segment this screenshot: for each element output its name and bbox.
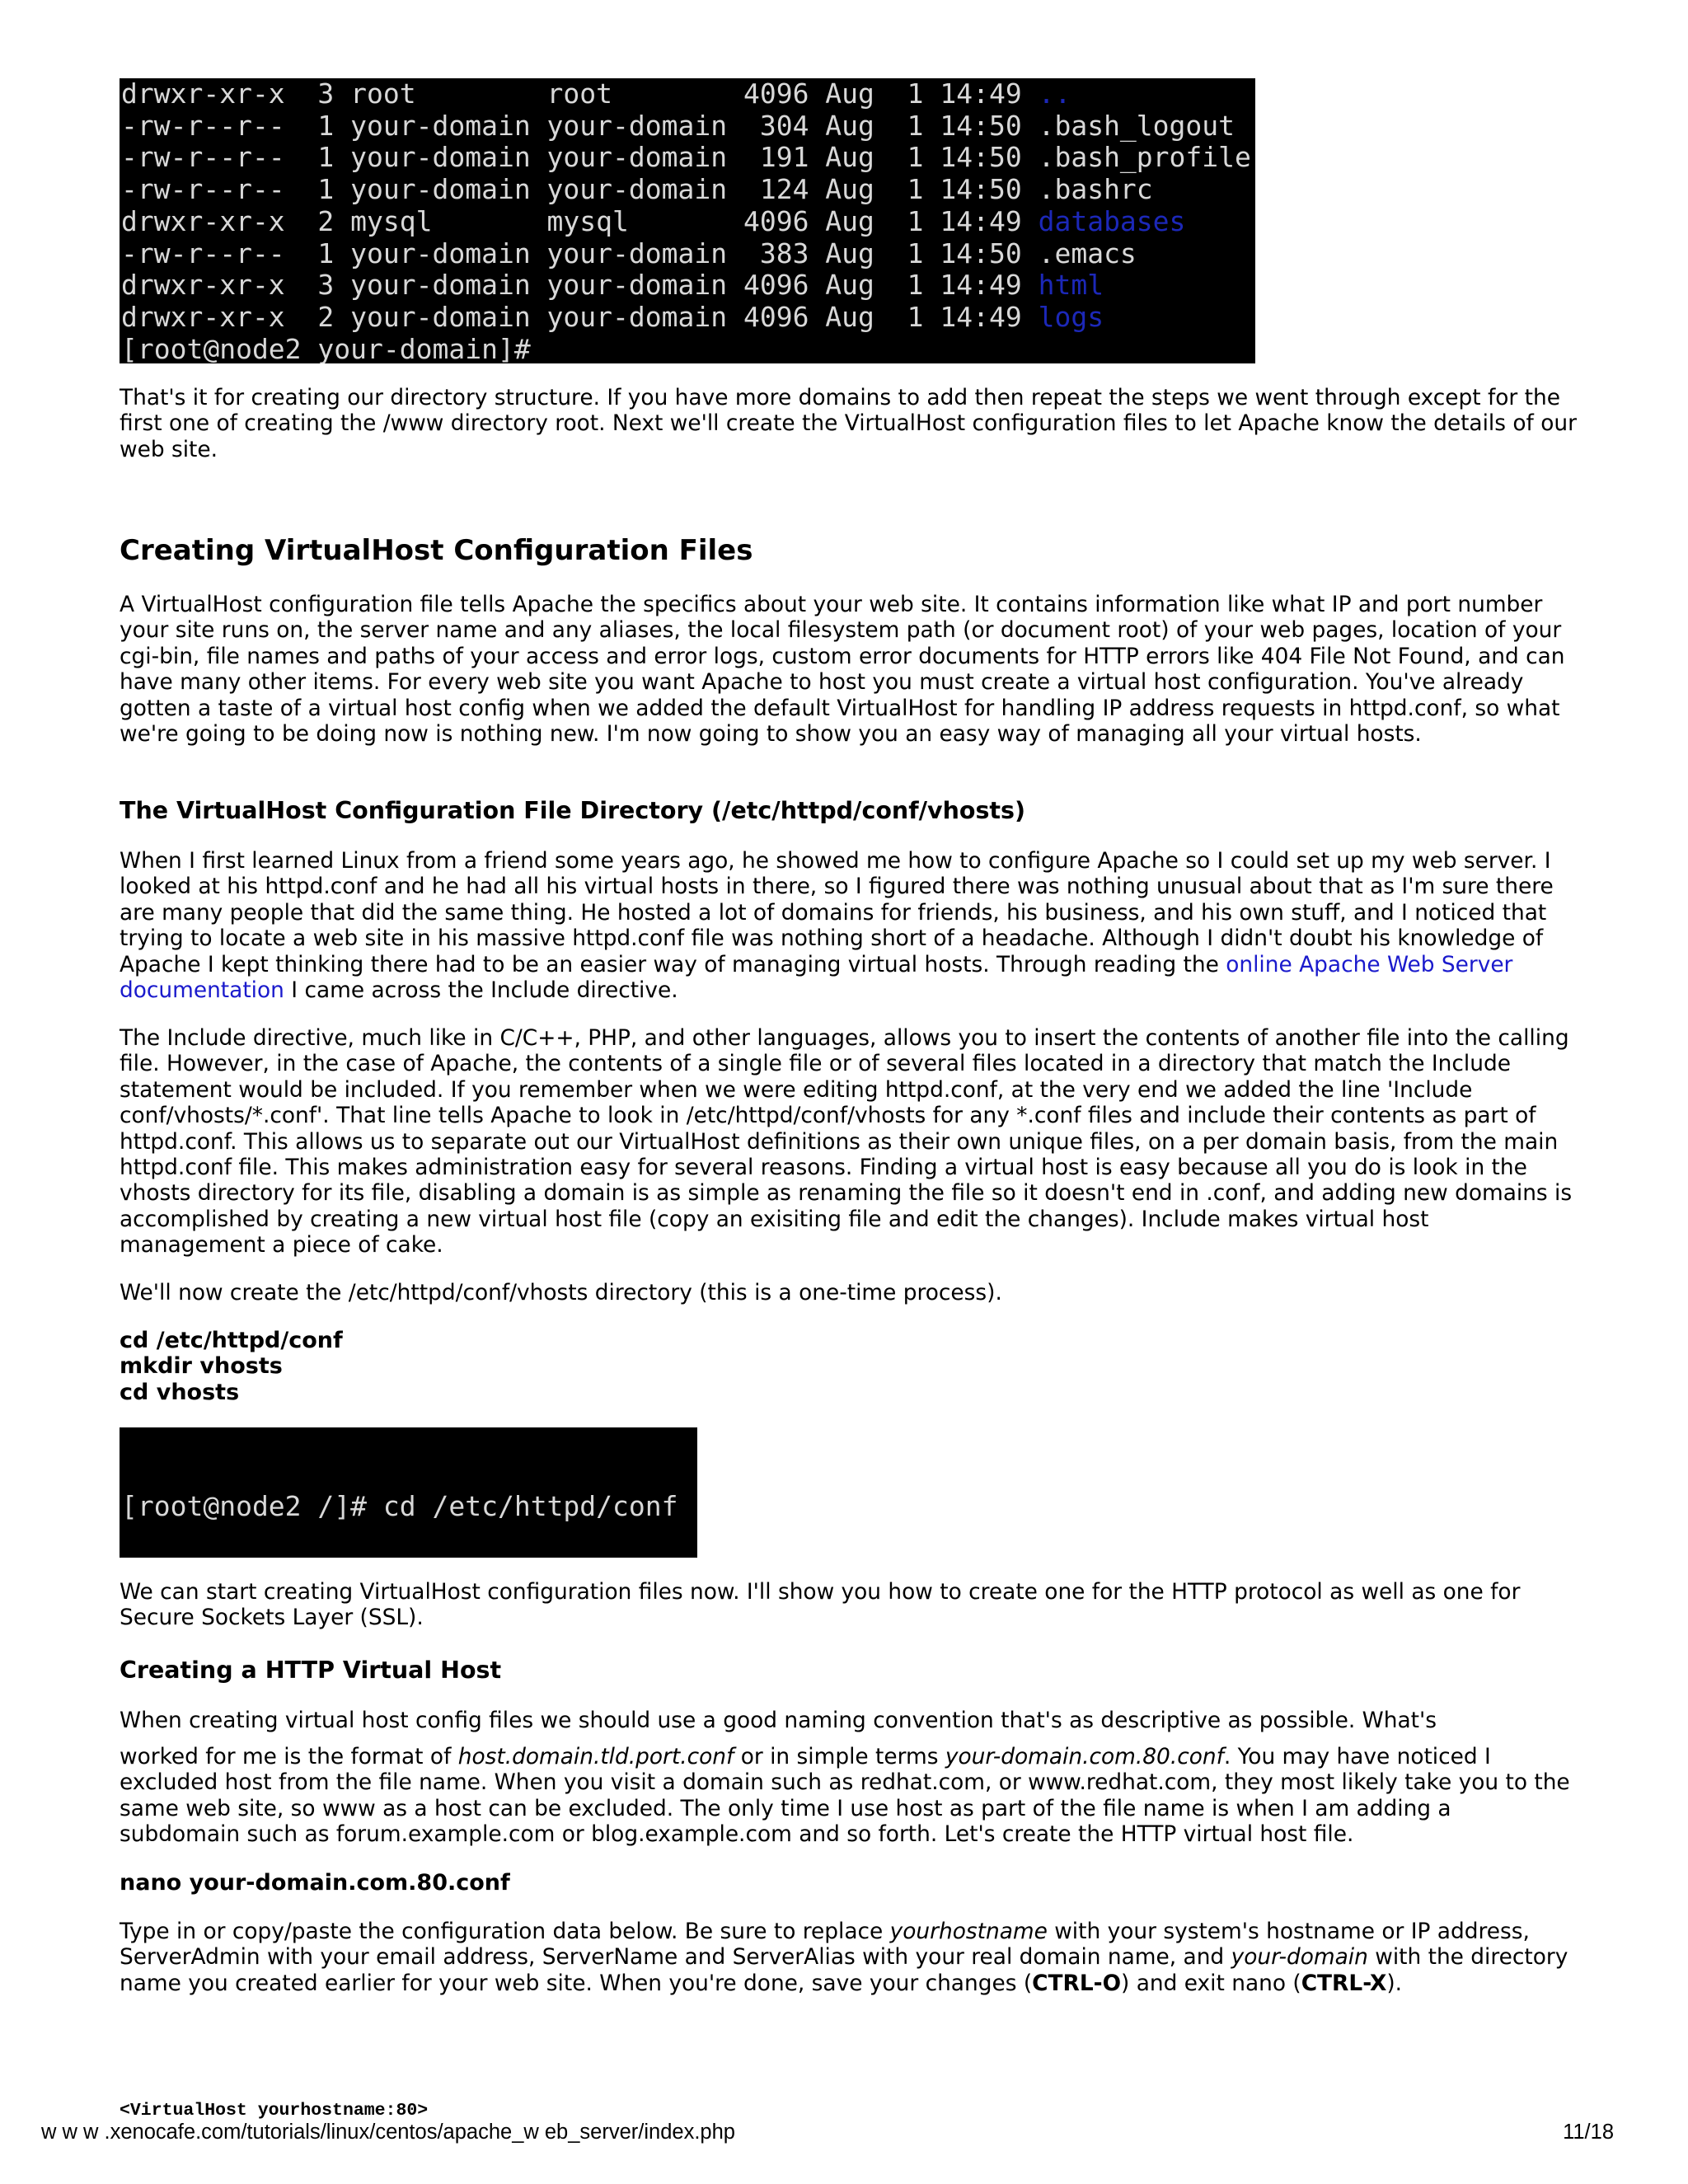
naming-format: host.domain.tld.port.conf <box>457 1744 734 1769</box>
naming-text-c: . You may have noticed I excluded host from the file name. When you visit a domain such as redhat.com, or www.redhat.com, they most likely take you to the same web site, so www as a host can be excluded. The only time I use host as part of the file name is when I am adding a subdomain such as forum.example.com or blog.example.com and so forth. Let's create the HTTP virtual host file. <box>120 1744 1570 1848</box>
paragraph-naming-line1: When creating virtual host config files we should use a good naming convention that's as descriptive as possible. What's <box>120 1708 1437 1733</box>
terminal-line-meta: -rw-r--r-- 1 your-domain your-domain 383 Aug 1 14:50 <box>121 237 1039 269</box>
type-hostname: yourhostname <box>889 1919 1048 1944</box>
type-text-b: with your system's hostname or IP address, ServerAdmin with your email address, ServerName and ServerAlias with your real domain name, and <box>120 1919 1530 1971</box>
terminal-line <box>121 174 1255 206</box>
terminal-line <box>121 78 1255 110</box>
terminal-screenshot-ls <box>120 78 1255 363</box>
command-line: cd /etc/httpd/conf <box>120 1328 343 1353</box>
terminal-line: [root@node2 /]# cd /etc/httpd/conf <box>121 1490 678 1523</box>
terminal-line <box>121 302 1255 334</box>
paragraph-include-directive: The Include directive, much like in C/C++, PHP, and other languages, allows you to insert the contents of another file into the calling file. However, in the case of Apache, the contents of a single file or of several files located in a directory that match the Include statement would be included. If you remember when we were editing httpd.conf, at the very end we added the line 'Include conf/vhosts/*.conf'. That line tells Apache to look in /etc/httpd/conf/vhosts for any *.conf files and include their contents as part of httpd.conf. This allows us to separate out our VirtualHost definitions as their own unique files, on a per domain basis, from the main httpd.conf file. This makes administration easy for several reasons. Finding a virtual host is easy because all you do is look in the vhosts directory for its file, disabling a domain is as simple as renaming the file so it doesn't end in .conf, and adding new domains is accomplished by creating a new virtual host file (copy an exisiting file and edit the changes). Include makes virtual host management a piece of cake. <box>120 1025 1573 1258</box>
footer-url: w w w .xenocafe.com/tutorials/linux/centos/apache_w eb_server/index.php <box>41 2121 735 2144</box>
config-code-block <box>120 2046 944 2119</box>
type-text-a: Type in or copy/paste the configuration data below. Be sure to replace <box>120 1919 890 1944</box>
terminal-line <box>121 269 1255 302</box>
command-list <box>120 1328 343 1405</box>
terminal-prompt: [root@node2 your-domain]# <box>121 332 531 363</box>
terminal-line-meta: drwxr-xr-x 2 your-domain your-domain 4096 Aug 1 14:49 <box>121 300 1039 333</box>
terminal-line-meta: drwxr-xr-x 3 root root 4096 Aug 1 14:49 <box>121 78 1039 110</box>
type-text-e: ). <box>1386 1970 1403 1996</box>
terminal-line-meta: -rw-r--r-- 1 your-domain your-domain 191 Aug 1 14:50 <box>121 141 1039 174</box>
paragraph-virtualhost-intro: A VirtualHost configuration file tells Apache the specifics about your web site. It contains information like what IP and port number your site runs on, the server name and any aliases, the local filesystem path (or document root) of your web pages, location of your cgi-bin, file names and paths of your access and error logs, custom error documents for HTTP errors like 404 File Not Found, and can have many other items. For every web site you want Apache to host you must create a virtual host configuration. You've already gotten a taste of a virtual host config when we added the default VirtualHost for handling IP address requests in httpd.conf, so what we're going to be doing now is nothing new. I'm now going to show you an easy way of managing all your virtual hosts. <box>120 592 1565 748</box>
terminal-line <box>121 142 1255 174</box>
paragraph-type-config <box>120 1919 1578 1996</box>
terminal-filename: .. <box>1038 78 1071 110</box>
code-line: <VirtualHost yourhostname:80> <box>120 2101 429 2119</box>
naming-example: your-domain.com.80.conf <box>945 1744 1224 1769</box>
paragraph-create-vhosts-dir: We'll now create the /etc/httpd/conf/vhosts directory (this is a one-time process). <box>120 1280 1002 1305</box>
type-domain: your-domain <box>1231 1944 1368 1971</box>
key-exit: CTRL-X <box>1301 1970 1387 1996</box>
apache-docs-link[interactable]: online Apache Web Server documentation <box>120 951 1513 1004</box>
key-save: CTRL-O <box>1032 1970 1122 1996</box>
command-line: cd vhosts <box>120 1379 240 1405</box>
command-line: mkdir vhosts <box>120 1353 283 1380</box>
command-nano <box>120 1870 510 1896</box>
heading-virtualhost-config: Creating VirtualHost Configuration Files <box>120 534 753 567</box>
naming-text-b: or in simple terms <box>734 1744 945 1769</box>
terminal-filename: .emacs <box>1038 237 1137 269</box>
terminal-line <box>121 206 1255 238</box>
paragraph-directory-done: That's it for creating our directory structure. If you have more domains to add then repeat the steps we went through except for the first one of creating the /www directory root. Next we'll create the VirtualHost configuration files to let Apache know the details of our web site. <box>120 385 1577 462</box>
terminal-line-meta: drwxr-xr-x 3 your-domain your-domain 4096 Aug 1 14:49 <box>121 269 1039 302</box>
terminal-line-meta: -rw-r--r-- 1 your-domain your-domain 124 Aug 1 14:50 <box>121 173 1039 206</box>
terminal-line-meta: -rw-r--r-- 1 your-domain your-domain 304 Aug 1 14:50 <box>121 109 1039 142</box>
terminal-filename: .bashrc <box>1038 173 1153 206</box>
terminal-filename: .bash_profile <box>1038 141 1251 174</box>
terminal-filename: html <box>1038 269 1104 302</box>
heading-http-virtual-host: Creating a HTTP Virtual Host <box>120 1657 502 1684</box>
terminal-filename: databases <box>1038 204 1186 237</box>
terminal-line <box>121 110 1255 143</box>
terminal-line <box>121 238 1255 270</box>
paragraph-naming-convention <box>120 1744 1578 1848</box>
terminal-filename: .bash_logout <box>1038 109 1236 142</box>
terminal-line-meta: drwxr-xr-x 2 mysql mysql 4096 Aug 1 14:49 <box>121 204 1039 237</box>
paragraph-start-creating: We can start creating VirtualHost configuration files now. I'll show you how to create one for the HTTP protocol as well as one for Secure Sockets Layer (SSL). <box>120 1579 1521 1631</box>
paragraph-friend-text-a: When I first learned Linux from a friend some years ago, he showed me how to configure Apache so I could set up my web server. I looked at his httpd.conf and he had all his virtual hosts in there, so I figured there was nothing unusual about that as I'm sure there are many people that did the same thing. He hosted a lot of domains for friends, his business, and his own stuff, and I noticed that trying to locate a web site in his massive httpd.conf file was nothing short of a headache. Although I didn't doubt his knowledge of Apache I kept thinking there had to be an easier way of managing virtual hosts. Through reading the <box>120 848 1554 977</box>
heading-vhosts-directory: The VirtualHost Configuration File Directory (/etc/httpd/conf/vhosts) <box>120 797 1026 824</box>
terminal-filename: logs <box>1038 300 1104 333</box>
type-text-d: ) and exit nano ( <box>1121 1970 1301 1996</box>
paragraph-friend-text-b: I came across the Include directive. <box>284 977 678 1004</box>
terminal-screenshot-mkdir <box>120 1427 697 1558</box>
page-number: 11/18 <box>1563 2121 1614 2144</box>
page-footer <box>41 2121 1614 2154</box>
paragraph-friend-story <box>120 848 1578 1003</box>
type-text-c: with the directory name you created earlier for your web site. When you're done, save your changes ( <box>120 1944 1568 1996</box>
naming-text-a: worked for me is the format of <box>120 1744 458 1769</box>
command-line: nano your-domain.com.80.conf <box>120 1870 510 1896</box>
